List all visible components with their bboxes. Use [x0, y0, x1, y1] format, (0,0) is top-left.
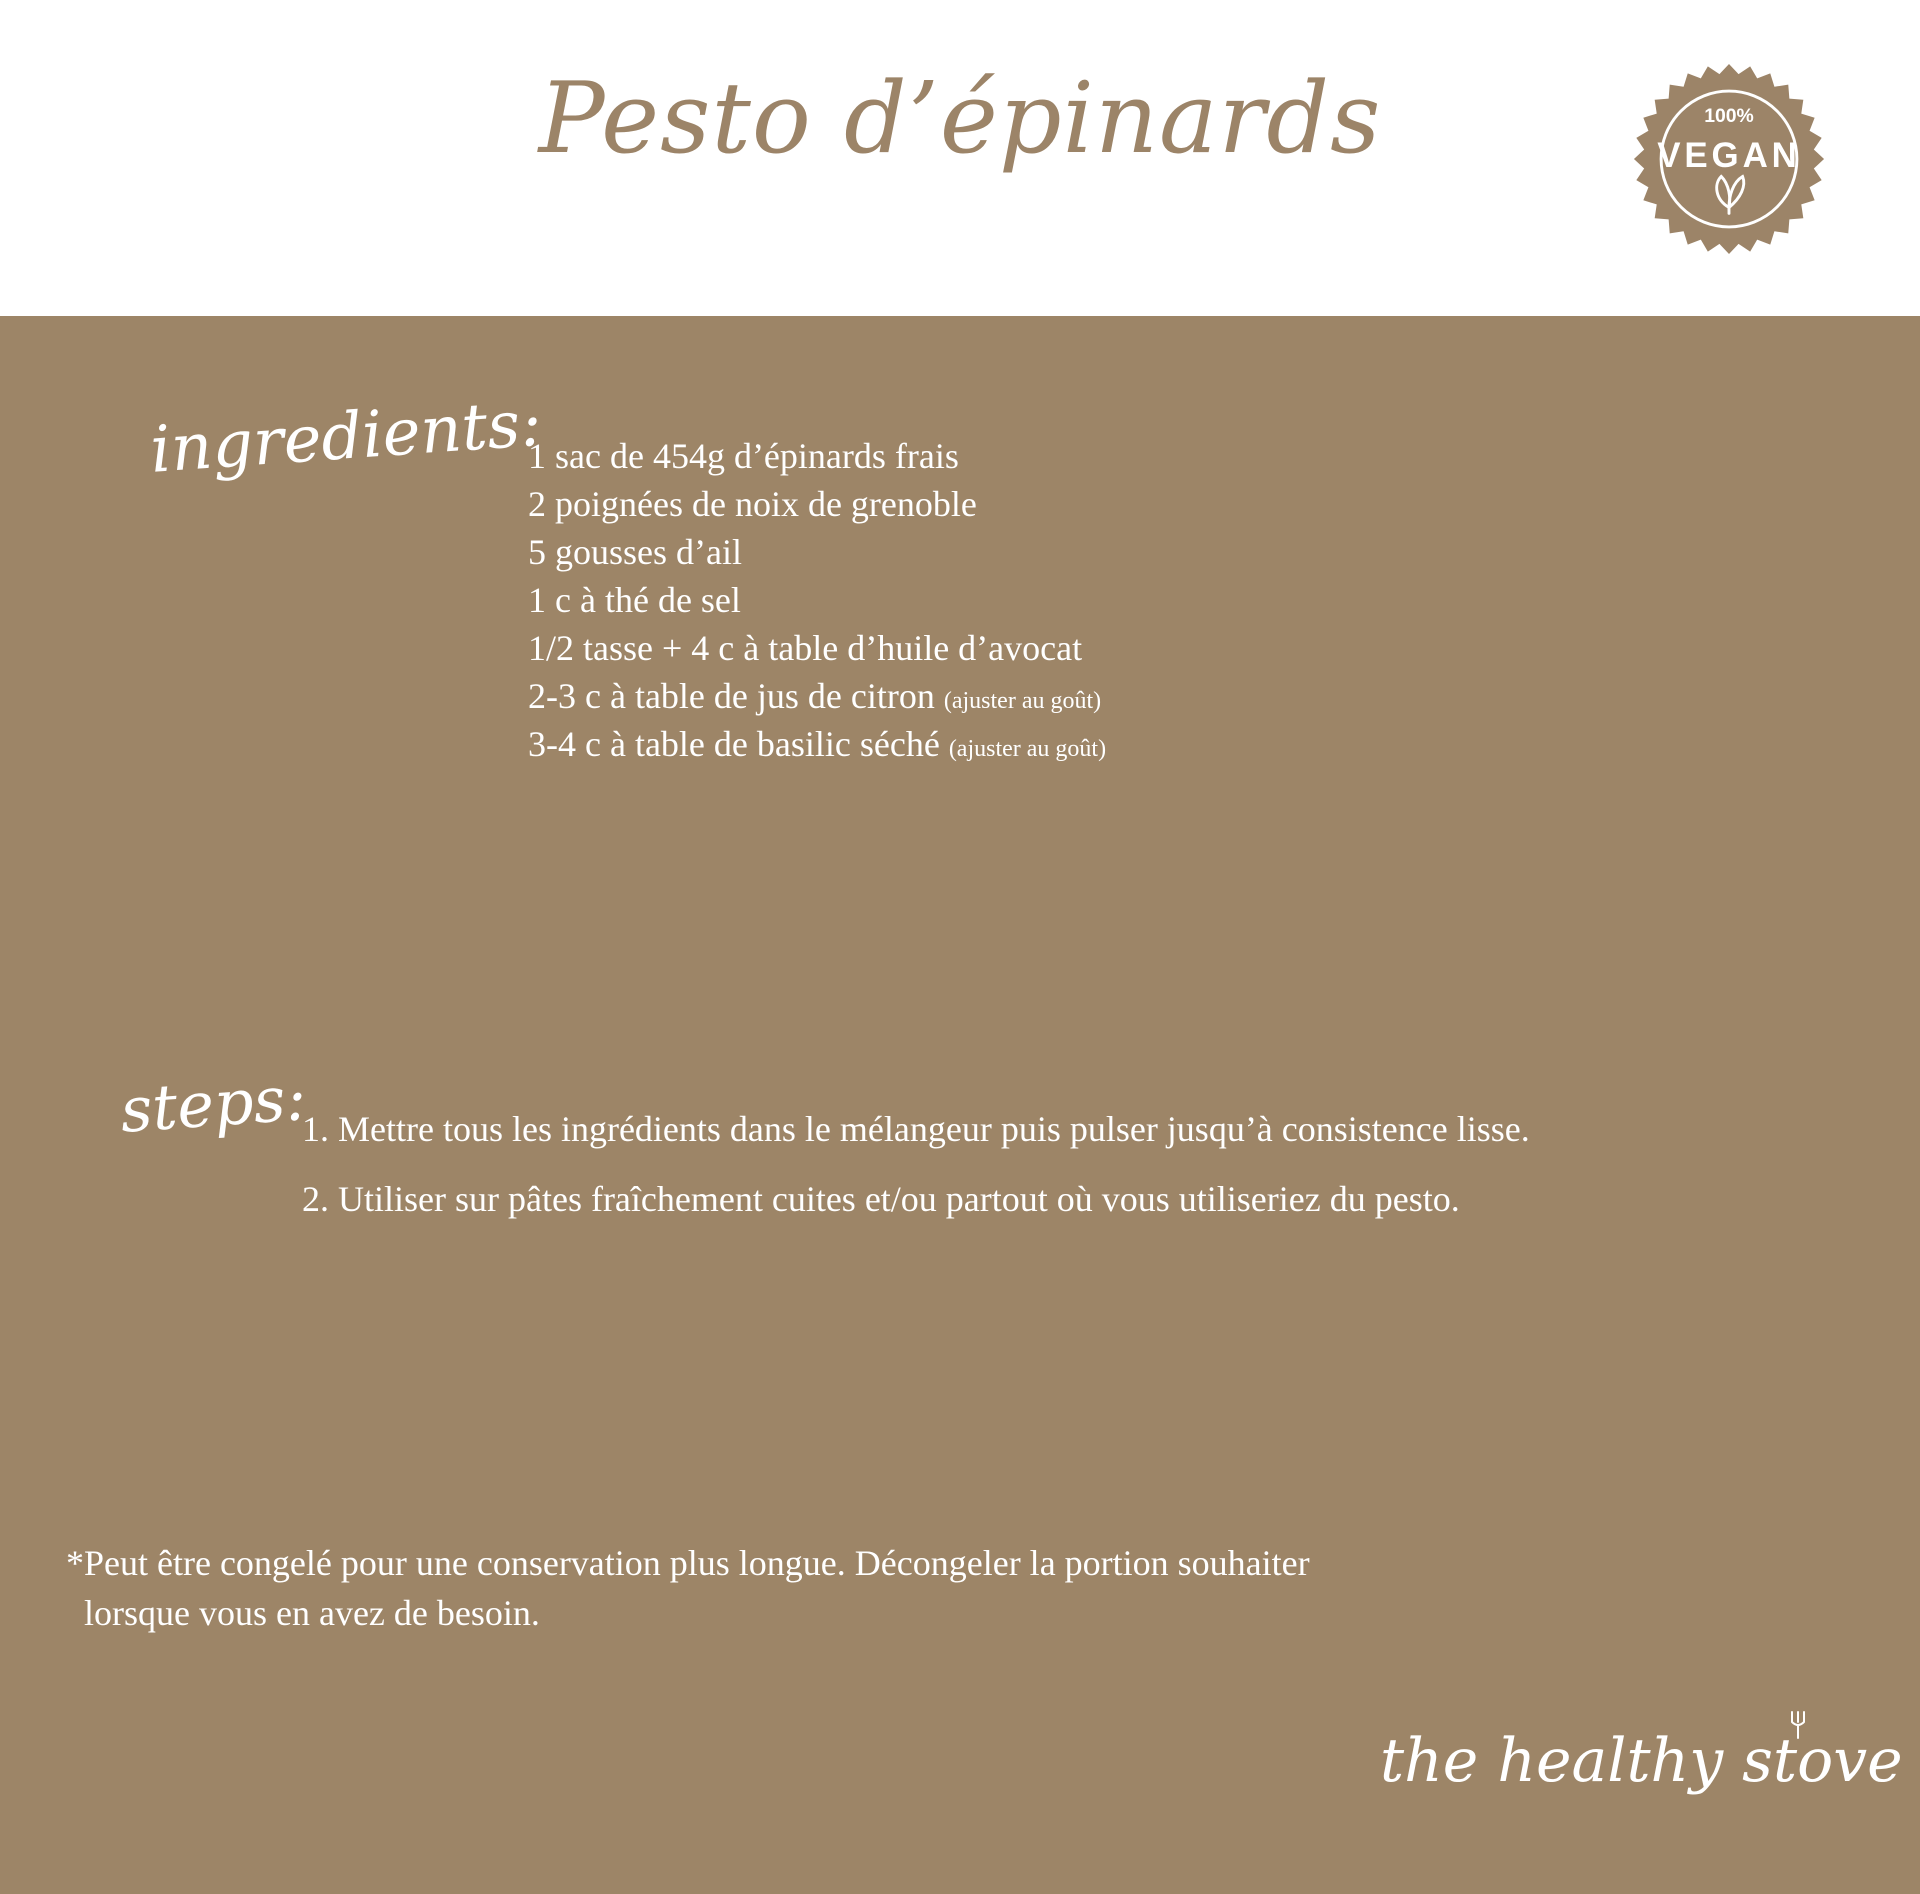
ingredients-list — [528, 432, 1106, 768]
ingredient-note: (ajuster au goût) — [943, 688, 1102, 714]
ingredient-item: 1/2 tasse + 4 c à table d’huile d’avocat — [528, 628, 1083, 668]
ingredient-item: 1 sac de 454g d’épinards frais — [528, 436, 959, 476]
ingredient-item: 1 c à thé de sel — [528, 580, 741, 620]
footnote-line-2: lorsque vous en avez de besoin. — [84, 1593, 540, 1633]
brand-signature — [1380, 1706, 1903, 1826]
step-item: 2. Utiliser sur pâtes fraîchement cuites et/ou partout où vous utiliseriez du pesto. — [302, 1179, 1460, 1219]
badge-top-text: 100% — [1704, 105, 1754, 128]
ingredient-item: 2-3 c à table de jus de citron (ajuster au goût) — [528, 676, 1102, 716]
recipe-panel — [0, 316, 1920, 1894]
vegan-badge — [1632, 62, 1826, 256]
ingredient-note: (ajuster au goût) — [948, 736, 1107, 762]
steps-heading: steps: — [118, 1061, 309, 1147]
badge-main-text: VEGAN — [1657, 135, 1801, 175]
brand-name: the healthy stove — [1380, 1726, 1903, 1796]
ingredient-item: 3-4 c à table de basilic séché (ajuster au goût) — [528, 724, 1107, 764]
recipe-title: Pesto d’épinards — [538, 62, 1382, 176]
ingredient-item: 2 poignées de noix de grenoble — [528, 484, 977, 524]
step-item: 1. Mettre tous les ingrédients dans le mélangeur puis pulser jusqu’à consistence lisse. — [302, 1109, 1530, 1149]
fork-icon — [1788, 1710, 1814, 1740]
storage-footnote — [66, 1538, 1626, 1638]
header — [0, 0, 1920, 316]
ingredients-heading: ingredients: — [148, 386, 544, 488]
steps-list — [302, 1094, 1530, 1234]
footnote-line-1: *Peut être congelé pour une conservation plus longue. Décongeler la portion souhaiter — [66, 1543, 1310, 1583]
ingredient-item: 5 gousses d’ail — [528, 532, 742, 572]
